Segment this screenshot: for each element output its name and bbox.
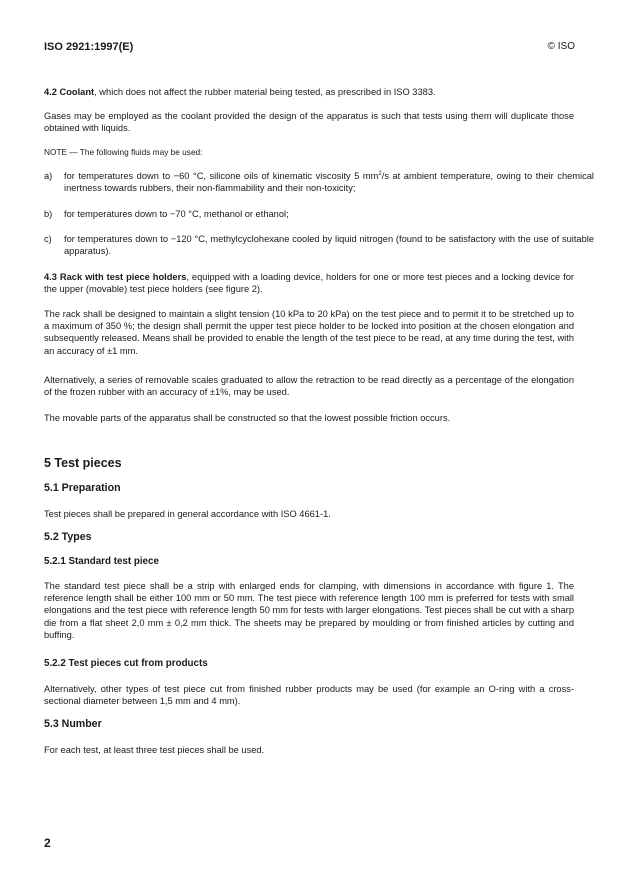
clause-4-3-rack bbox=[44, 271, 574, 295]
rack-paragraph-3: The movable parts of the apparatus shall be constructed so that the lowest possible friction occurs. bbox=[44, 413, 451, 423]
item-text-end: /s at ambient temperature, owing to their chemical inertness towards rubbers, their non-flammability and their non-toxicity; bbox=[64, 171, 594, 194]
fluid-item-a bbox=[44, 170, 594, 194]
fluid-item-c bbox=[44, 233, 594, 257]
item-label: c) bbox=[44, 234, 52, 244]
section-5-1-text: Test pieces shall be prepared in general accordance with ISO 4661-1. bbox=[44, 509, 331, 519]
clause-title: Rack with test piece holders bbox=[59, 272, 187, 282]
section-5-2-2-heading: 5.2.2 Test pieces cut from products bbox=[44, 658, 208, 669]
section-5-1-heading: 5.1 Preparation bbox=[44, 482, 121, 494]
item-label: b) bbox=[44, 209, 53, 219]
section-5-2-heading: 5.2 Types bbox=[44, 531, 92, 543]
item-text: for temperatures down to −70 °C, methanol or ethanol; bbox=[64, 209, 289, 219]
clause-text: , equipped with a loading device, holders for one or more test pieces and a locking device for the upper (movable) test piece holders (see figure 2). bbox=[44, 272, 574, 295]
clause-number: 4.2 bbox=[44, 87, 57, 97]
rack-paragraph-2: Alternatively, a series of removable scales graduated to allow the retraction to be read directly as a percentage of the elongation of the frozen rubber with an accuracy of ±1%, may be used. bbox=[44, 375, 574, 398]
section-5-3-heading: 5.3 Number bbox=[44, 718, 102, 730]
note: NOTE — The following fluids may be used: bbox=[44, 147, 203, 157]
fluid-item-b bbox=[44, 208, 594, 220]
section-5-2-1-heading: 5.2.1 Standard test piece bbox=[44, 556, 159, 567]
section-5-2-2-text: Alternatively, other types of test piece cut from finished rubber products may be used (for example an O-ring with a cross-sectional diameter between 1,5 mm and 4 mm). bbox=[44, 684, 574, 707]
copyright-mark: © ISO bbox=[547, 41, 575, 52]
clause-title: Coolant bbox=[59, 87, 95, 97]
clause-4-2-coolant bbox=[44, 86, 574, 98]
section-5-2-1-text: The standard test piece shall be a strip with enlarged ends for clamping, with dimensions in accordance with figure 1. The reference length shall be either 100 mm or 50 mm. The test piece with reference length 100 mm is preferred for tests with small elongations and the test piece with reference length 50 mm for tests with larger elongations. Test pieces shall be cut with a sharp die from a flat sheet 2,0 mm ± 0,2 mm thick. The sheets may be prepared by moulding or from finished articles by cutting and buffing. bbox=[44, 581, 574, 640]
clause-number: 4.3 bbox=[44, 272, 57, 282]
item-text-start: for temperatures down to −60 °C, silicone oils of kinematic viscosity 5 mm bbox=[64, 171, 379, 181]
item-label: a) bbox=[44, 171, 53, 181]
section-5-3-text: For each test, at least three test pieces shall be used. bbox=[44, 745, 265, 755]
rack-paragraph-1: The rack shall be designed to maintain a slight tension (10 kPa to 20 kPa) on the test piece and to permit it to be stretched up to a maximum of 350 %; the design shall permit the upper test piece holder to be locked into position at the chosen elongation and subsequently released. Means shall be provided to enable the length of the test piece to be read, at any time during the test, with an accuracy of ±1 mm. bbox=[44, 309, 574, 356]
item-text: for temperatures down to −120 °C, methylcyclohexane cooled by liquid nitrogen (found to be satisfactory with the use of suitable apparatus). bbox=[64, 234, 594, 257]
superscript: 2 bbox=[378, 170, 382, 177]
standard-designation: ISO 2921:1997(E) bbox=[44, 41, 134, 53]
page-number: 2 bbox=[44, 836, 51, 850]
gases-paragraph: Gases may be employed as the coolant provided the design of the apparatus is such that tests using them will duplicate those obtained with liquids. bbox=[44, 111, 574, 134]
section-5-heading: 5 Test pieces bbox=[44, 456, 122, 470]
clause-text: , which does not affect the rubber material being tested, as prescribed in ISO 3383. bbox=[94, 87, 436, 97]
